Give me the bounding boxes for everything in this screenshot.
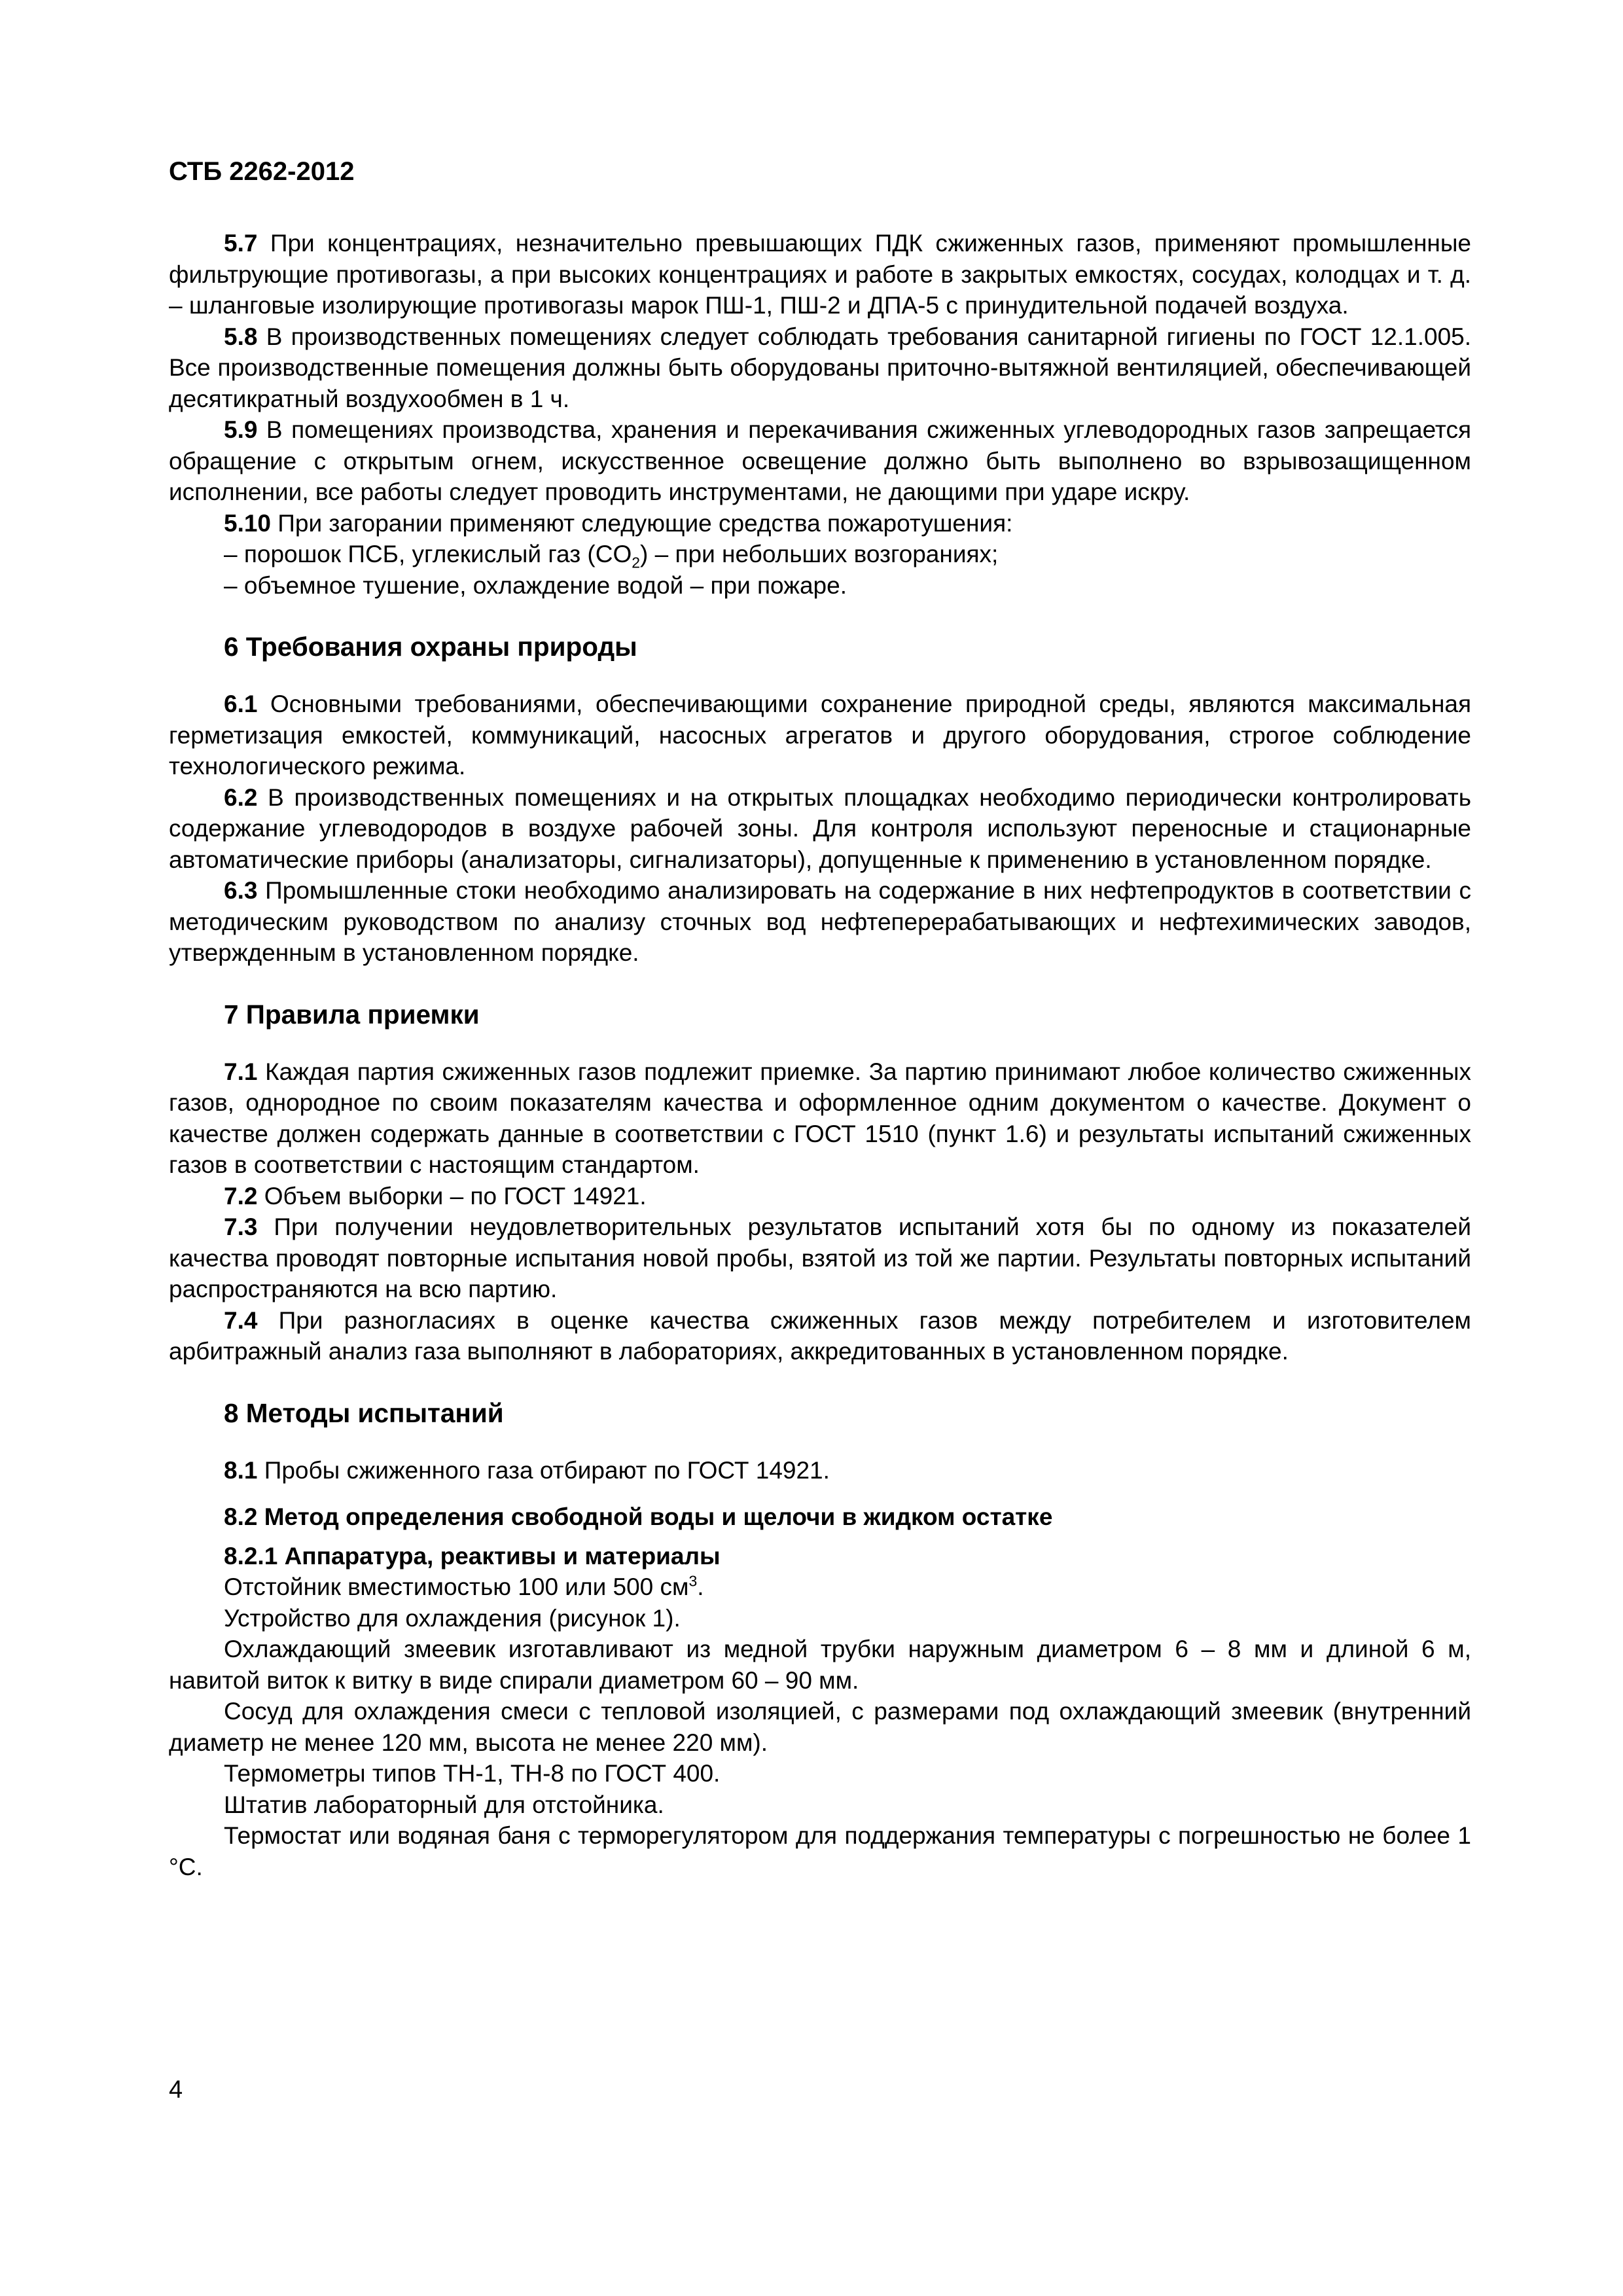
equipment-line bbox=[169, 1571, 1471, 1603]
equipment-line: Охлаждающий змеевик изготавливают из медной трубки наружным диаметром 6 – 8 мм и длиной 6 м, навитой виток к витку в виде спирали диаметром 60 – 90 мм. bbox=[169, 1636, 1471, 1694]
clause-7-3 bbox=[169, 1211, 1471, 1305]
equipment-line: Штатив лабораторный для отстойника. bbox=[224, 1791, 664, 1818]
clause-7-4 bbox=[169, 1305, 1471, 1367]
document-header: СТБ 2262-2012 bbox=[169, 157, 355, 186]
subsection-heading-8-2: 8.2 Метод определения свободной воды и щелочи в жидком остатке bbox=[224, 1503, 1053, 1530]
clause-number: 5.8 bbox=[224, 323, 258, 350]
clause-7-2 bbox=[169, 1181, 1471, 1212]
clause-5-10 bbox=[169, 508, 1471, 539]
subsection-heading-8-2-1: 8.2.1 Аппаратура, реактивы и материалы bbox=[224, 1542, 721, 1570]
clause-number: 6.3 bbox=[224, 877, 258, 904]
clause-text: В производственных помещениях и на открытых площадках необходимо периодически контролировать содержание углеводородов в воздухе рабочей зоны. Для контроля используют переносные и стационарные автоматические приборы (анализаторы, сигнализаторы), допущенные к применению в установленном порядке. bbox=[169, 783, 1471, 873]
list-item bbox=[169, 570, 1471, 601]
clause-text: При концентрациях, незначительно превышающих ПДК сжиженных газов, применяют промышленные фильтрующие противогазы, а при высоких концентрациях и работе в закрытых емкостях, сосудах, колодцах и т. д. – шланговые изолирующие противогазы марок ПШ-1, ПШ-2 и ДПА-5 с принудительной подачей воздуха. bbox=[169, 230, 1471, 319]
list-item-text: – объемное тушение, охлаждение водой – при пожаре. bbox=[224, 571, 847, 599]
clause-number: 5.9 bbox=[224, 416, 258, 443]
clause-5-7 bbox=[169, 228, 1471, 321]
superscript: 3 bbox=[688, 1572, 698, 1590]
equipment-line: Устройство для охлаждения (рисунок 1). bbox=[224, 1604, 681, 1632]
equipment-text: Отстойник вместимостью 100 или 500 см bbox=[224, 1573, 689, 1600]
clause-text: Основными требованиями, обеспечивающими сохранение природной среды, являются максимальная герметизация емкостей, коммуникаций, насосных агрегатов и другого оборудования, строгое соблюдение технологического режима. bbox=[169, 691, 1471, 780]
clause-number: 5.7 bbox=[224, 230, 258, 257]
clause-5-8 bbox=[169, 321, 1471, 415]
clause-5-9 bbox=[169, 414, 1471, 508]
section-heading-8: 8 Методы испытаний bbox=[224, 1397, 504, 1428]
list-item-text: ) – при небольших возгораниях; bbox=[640, 541, 999, 567]
clause-number: 6.1 bbox=[224, 691, 258, 717]
clause-text: В помещениях производства, хранения и перекачивания сжиженных углеводородных газов запрещается обращение с открытым огнем, искусственное освещение должно быть выполнено во взрывозащищенном исполнении, все работы следует проводить инструментами, не дающими при ударе искру. bbox=[169, 416, 1471, 505]
clause-number: 7.1 bbox=[224, 1058, 258, 1085]
equipment-line: Термометры типов ТН-1, ТН-8 по ГОСТ 400. bbox=[224, 1760, 721, 1787]
clause-text: Промышленные стоки необходимо анализировать на содержание в них нефтепродуктов в соответствии с методическим руководством по анализу сточных вод нефтеперерабатывающих и нефтехимических заводов, утвержденным в установленном порядке. bbox=[169, 877, 1472, 966]
clause-number: 5.10 bbox=[224, 509, 272, 537]
section-heading-7: 7 Правила приемки bbox=[224, 999, 480, 1030]
clause-text: При загорании применяют следующие средства пожаротушения: bbox=[277, 509, 1013, 537]
clause-text: В производственных помещениях следует соблюдать требования санитарной гигиены по ГОСТ 12.1.005. Все производственные помещения должны быть оборудованы приточно-вытяжной вентиляцией, обеспечивающей десятикратный воздухообмен в 1 ч. bbox=[169, 323, 1472, 412]
page-number: 4 bbox=[169, 2076, 183, 2104]
equipment-line: Термостат или водяная баня с терморегулятором для поддержания температуры с погрешностью не более 1 °С. bbox=[169, 1822, 1471, 1880]
clause-number: 7.4 bbox=[224, 1306, 258, 1334]
clause-text: При разногласиях в оценке качества сжиженных газов между потребителем и изготовителем арбитражный анализ газа выполняют в лабораториях, аккредитованных в установленном порядке. bbox=[169, 1306, 1471, 1365]
clause-text: При получении неудовлетворительных результатов испытаний хотя бы по одному из показателей качества проводят повторные испытания новой пробы, взятой из той же партии. Результаты повторных испытаний распространяются на всю партию. bbox=[169, 1213, 1471, 1302]
clause-7-1 bbox=[169, 1056, 1471, 1181]
page-content bbox=[169, 228, 1471, 1882]
clause-number: 6.2 bbox=[224, 783, 258, 811]
clause-6-2 bbox=[169, 782, 1471, 876]
equipment-text-end: . bbox=[697, 1573, 704, 1600]
equipment-line: Сосуд для охлаждения смеси с тепловой изоляцией, с размерами под охлаждающий змеевик (внутренний диаметр не менее 120 мм, высота не менее 220 мм). bbox=[169, 1698, 1471, 1756]
clause-text: Объем выборки – по ГОСТ 14921. bbox=[264, 1182, 647, 1210]
clause-text: Каждая партия сжиженных газов подлежит приемке. За партию принимают любое количество сжиженных газов, однородное по своим показателям качества и оформленное одним документом о качестве. Документ о качестве должен содержать данные в соответствии с ГОСТ 1510 (пункт 1.6) и результаты испытаний сжиженных газов в соответствии с настоящим стандартом. bbox=[169, 1058, 1471, 1178]
subscript: 2 bbox=[632, 554, 641, 571]
list-item bbox=[169, 539, 1471, 570]
list-item-text: – порошок ПСБ, углекислый газ (CO bbox=[224, 541, 632, 567]
clause-number: 7.3 bbox=[224, 1213, 258, 1240]
clause-text: Пробы сжиженного газа отбирают по ГОСТ 14921. bbox=[264, 1456, 830, 1484]
clause-number: 7.2 bbox=[224, 1182, 258, 1210]
clause-6-1 bbox=[169, 689, 1471, 782]
section-heading-6: 6 Требования охраны природы bbox=[224, 632, 637, 662]
clause-6-3 bbox=[169, 875, 1471, 969]
clause-8-1 bbox=[169, 1455, 1471, 1486]
clause-number: 8.1 bbox=[224, 1456, 258, 1484]
